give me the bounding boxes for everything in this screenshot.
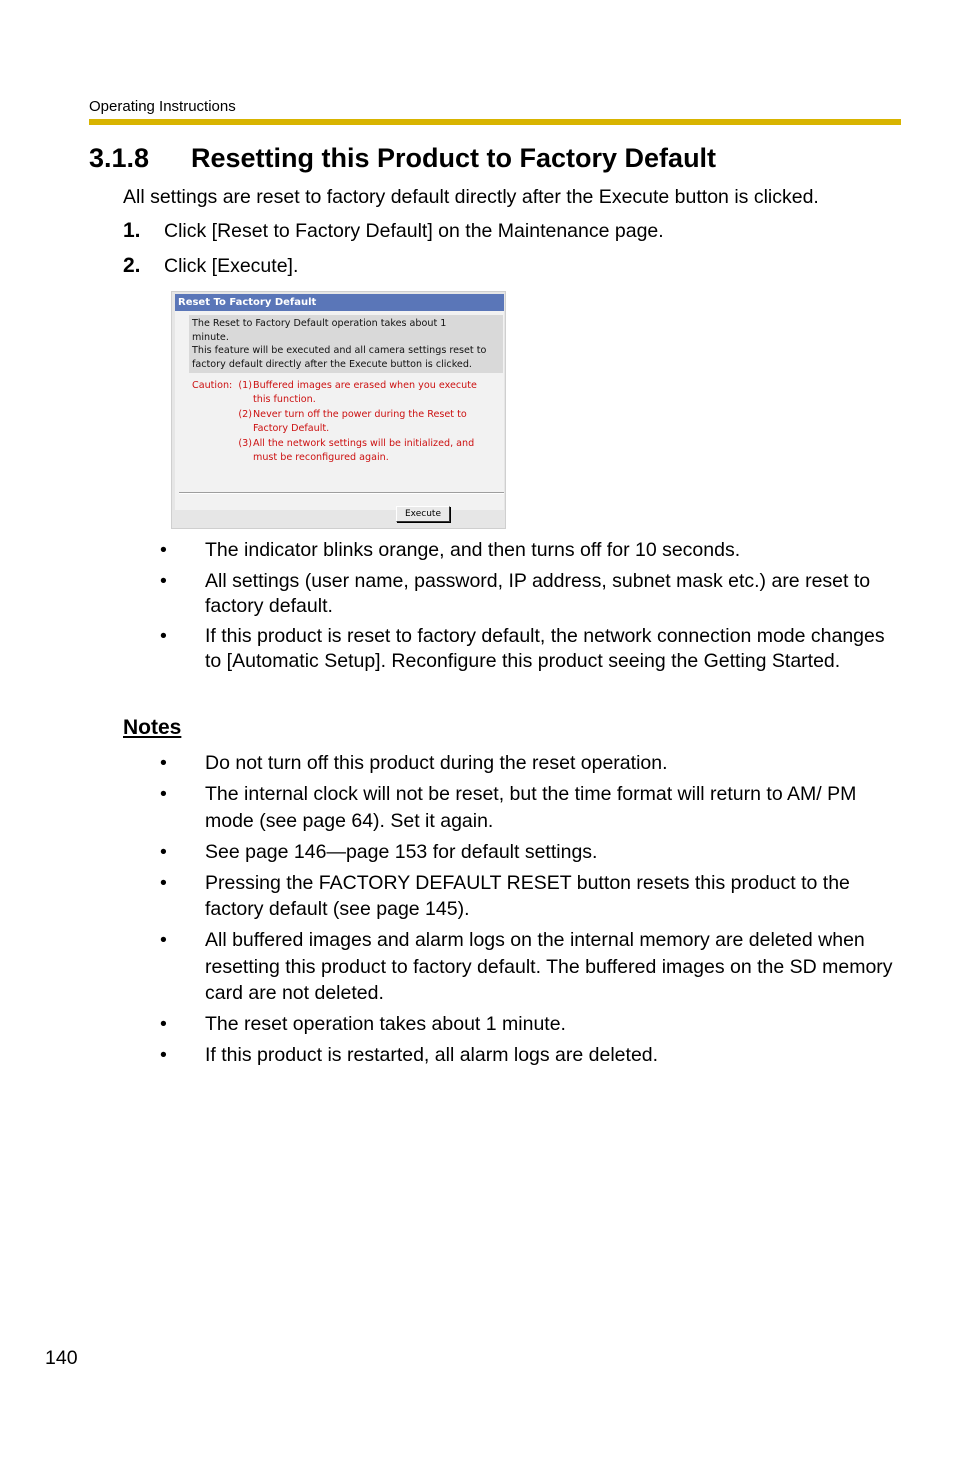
info-line: The Reset to Factory Default operation takes about 1: [192, 318, 447, 329]
notes-heading: Notes: [123, 716, 182, 739]
list-item: [160, 624, 905, 674]
section-title-text: Resetting this Product to Factory Default: [191, 143, 717, 173]
list-item: [160, 781, 905, 834]
list-item: [160, 927, 905, 1007]
execute-button[interactable]: Execute: [396, 506, 450, 522]
bullet-glyph: •: [160, 569, 167, 592]
list-item-text: All buffered images and alarm logs on the internal memory are deleted when resetting this product to factory default. The buffered images on the SD memory card are not deleted.: [205, 929, 893, 1004]
list-item-text: The indicator blinks orange, and then turns off for 10 seconds.: [205, 539, 741, 561]
caution-text: this function.: [253, 394, 316, 405]
bullet-glyph: •: [160, 752, 167, 774]
bullet-glyph: •: [160, 1044, 167, 1066]
caution-block: [192, 379, 506, 465]
header-rule: [89, 119, 901, 125]
list-item-text: The internal clock will not be reset, but the time format will return to AM/ PM mode (see page 64). Set it again.: [205, 783, 857, 832]
section-title: [89, 143, 909, 174]
result-bullet-list: [160, 538, 905, 680]
list-item-text: See page 146—page 153 for default settings.: [205, 840, 598, 863]
caution-text: Never turn off the power during the Reset to: [253, 409, 467, 420]
step-text: Click [Reset to Factory Default] on the Maintenance page.: [164, 220, 664, 242]
caution-text: Factory Default.: [253, 423, 330, 434]
page-number: 140: [45, 1347, 78, 1369]
bullet-glyph: •: [160, 929, 167, 951]
info-line: factory default directly after the Execute button is clicked.: [192, 358, 472, 370]
step-number: 2.: [123, 254, 141, 277]
bullet-glyph: •: [160, 625, 167, 647]
caution-index: (2): [238, 409, 252, 420]
bullet-glyph: •: [160, 1013, 167, 1035]
dialog-body: [175, 311, 504, 510]
info-line: minute.: [192, 331, 229, 343]
caution-index: (1): [238, 380, 252, 391]
list-item-text: Do not turn off this product during the reset operation.: [205, 752, 668, 774]
caution-label: Caution:: [192, 380, 233, 391]
list-item-text: All settings (user name, password, IP address, subnet mask etc.) are reset to factory default.: [205, 569, 871, 617]
list-item-text: The reset operation takes about 1 minute.: [205, 1013, 566, 1035]
bullet-glyph: •: [160, 840, 167, 863]
caution-text: Buffered images are erased when you execute: [253, 380, 477, 391]
reset-dialog-screenshot: [171, 291, 506, 529]
section-number: 3.1.8: [89, 143, 150, 173]
dialog-separator: [179, 492, 504, 494]
list-item: [160, 750, 905, 777]
list-item-text: If this product is restarted, all alarm logs are deleted.: [205, 1044, 659, 1066]
caution-text: must be reconfigured again.: [253, 452, 389, 463]
list-item: [160, 870, 905, 923]
list-item: [160, 1011, 905, 1038]
list-item: [160, 1042, 905, 1069]
list-item: [160, 839, 905, 866]
dialog-info-box: [189, 315, 503, 373]
list-item-text: If this product is reset to factory default, the network connection mode changes to [Automatic Setup]. Reconfigure this product seeing the Getting Started.: [205, 625, 885, 672]
step-text: Click [Execute].: [164, 255, 299, 277]
notes-bullet-list: [160, 750, 905, 1073]
dialog-title-bar: Reset To Factory Default: [175, 294, 504, 311]
bullet-glyph: •: [160, 539, 167, 561]
bullet-glyph: •: [160, 871, 167, 894]
step-2: [123, 254, 298, 278]
step-1: [123, 219, 664, 243]
list-item: [160, 569, 905, 619]
caution-index: (3): [238, 438, 252, 449]
bullet-glyph: •: [160, 783, 167, 805]
step-number: 1.: [123, 219, 141, 242]
info-line: This feature will be executed and all camera settings reset to: [192, 345, 487, 356]
list-item-text: Pressing the FACTORY DEFAULT RESET button resets this product to the factory default (see page 145).: [205, 871, 850, 920]
intro-paragraph: All settings are reset to factory default directly after the Execute button is clicked.: [123, 186, 819, 208]
list-item: [160, 538, 905, 563]
running-header: Operating Instructions: [89, 98, 236, 115]
caution-text: All the network settings will be initialized, and: [253, 438, 475, 449]
